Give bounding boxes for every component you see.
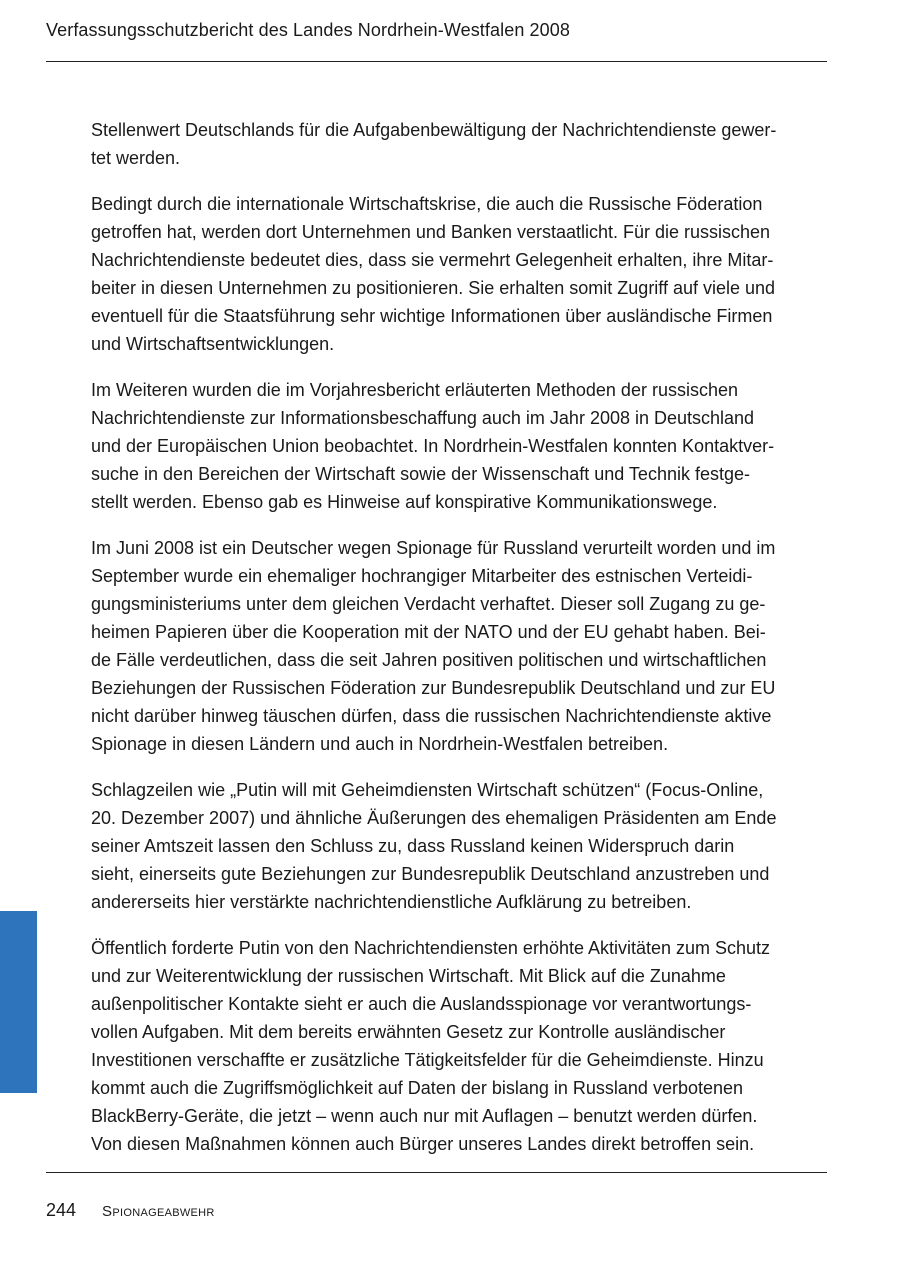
paragraph-3: Im Weiteren wurden die im Vorjahresbericht erläuterten Methoden der russischen Nachrichtendienste zur Informationsbeschaffung auch im Jahr 2008 in Deutschland und der Europäischen Union beobachtet. In Nordrhein-Westfalen konnten Kontaktver- suche in den Bereichen der Wirtschaft sowie der Wissenschaft und Technik festge- stellt werden. Ebenso gab es Hinweise auf konspirative Kommunikationswege. (91, 380, 775, 512)
paragraph-1: Stellenwert Deutschlands für die Aufgabenbewältigung der Nachrichtendienste gewer- tet werden. (91, 120, 777, 168)
paragraph-4: Im Juni 2008 ist ein Deutscher wegen Spionage für Russland verurteilt worden und im September wurde ein ehemaliger hochrangiger Mitarbeiter des estnischen Verteidi- gungsministeriums unter dem gleichen Verdacht verhaftet. Dieser soll Zugang zu ge- heimen Papieren über die Kooperation mit der NATO und der EU gehabt haben. Bei- de Fälle verdeutlichen, dass die seit Jahren positiven politischen und wirtschaftlichen Beziehungen der Russischen Föderation zur Bundesrepublik Deutschland und zur EU nicht darüber hinweg täuschen dürfen, dass die russischen Nachrichtendienste aktive Spionage in diesen Ländern und auch in Nordrhein-Westfalen betreiben. (91, 538, 776, 754)
paragraph-6: Öffentlich forderte Putin von den Nachrichtendiensten erhöhte Aktivitäten zum Schutz und zur Weiterentwicklung der russischen Wirtschaft. Mit Blick auf die Zunahme außenpolitischer Kontakte sieht er auch die Auslandsspionage vor verantwortungs- vollen Aufgaben. Mit dem bereits erwähnten Gesetz zur Kontrolle ausländischer Investitionen verschaffte er zusätzliche Tätigkeitsfelder für die Geheimdienste. Hinzu kommt auch die Zugriffsmöglichkeit auf Daten der bislang in Russland verbotenen BlackBerry-Geräte, die jetzt – wenn auch nur mit Auflagen – benutzt werden dürfen. Von diesen Maßnahmen können auch Bürger unseres Landes direkt betroffen sein. (91, 938, 771, 1154)
report-title: Verfassungsschutzbericht des Landes Nordrhein-Westfalen 2008 (46, 20, 570, 40)
page-footer (46, 1198, 215, 1224)
body-text (91, 116, 831, 1176)
paragraph-2: Bedingt durch die internationale Wirtschaftskrise, die auch die Russische Föderation getroffen hat, werden dort Unternehmen und Banken verstaatlicht. Für die russischen Nachrichtendienste bedeutet dies, dass sie vermehrt Gelegenheit erhalten, ihre Mitar- beiter in diesen Unternehmen zu positionieren. Sie erhalten somit Zugriff auf viele und eventuell für die Staatsführung sehr wichtige Informationen über ausländische Firmen und Wirtschaftsentwicklungen. (91, 194, 776, 354)
page-header (46, 18, 827, 62)
page-number: 244 (46, 1200, 77, 1220)
section-name: Spionageabwehr (102, 1203, 215, 1220)
chapter-side-tab (0, 911, 37, 1093)
footer-divider (46, 1172, 827, 1173)
paragraph-5: Schlagzeilen wie „Putin will mit Geheimdiensten Wirtschaft schützen“ (Focus-Online, 20. Dezember 2007) und ähnliche Äußerungen des ehemaligen Präsidenten am Ende seiner Amtszeit lassen den Schluss zu, dass Russland keinen Widerspruch darin sieht, einerseits gute Beziehungen zur Bundesrepublik Deutschland anzustreben und andererseits hier verstärkte nachrichtendienstliche Aufklärung zu betreiben. (91, 780, 777, 912)
